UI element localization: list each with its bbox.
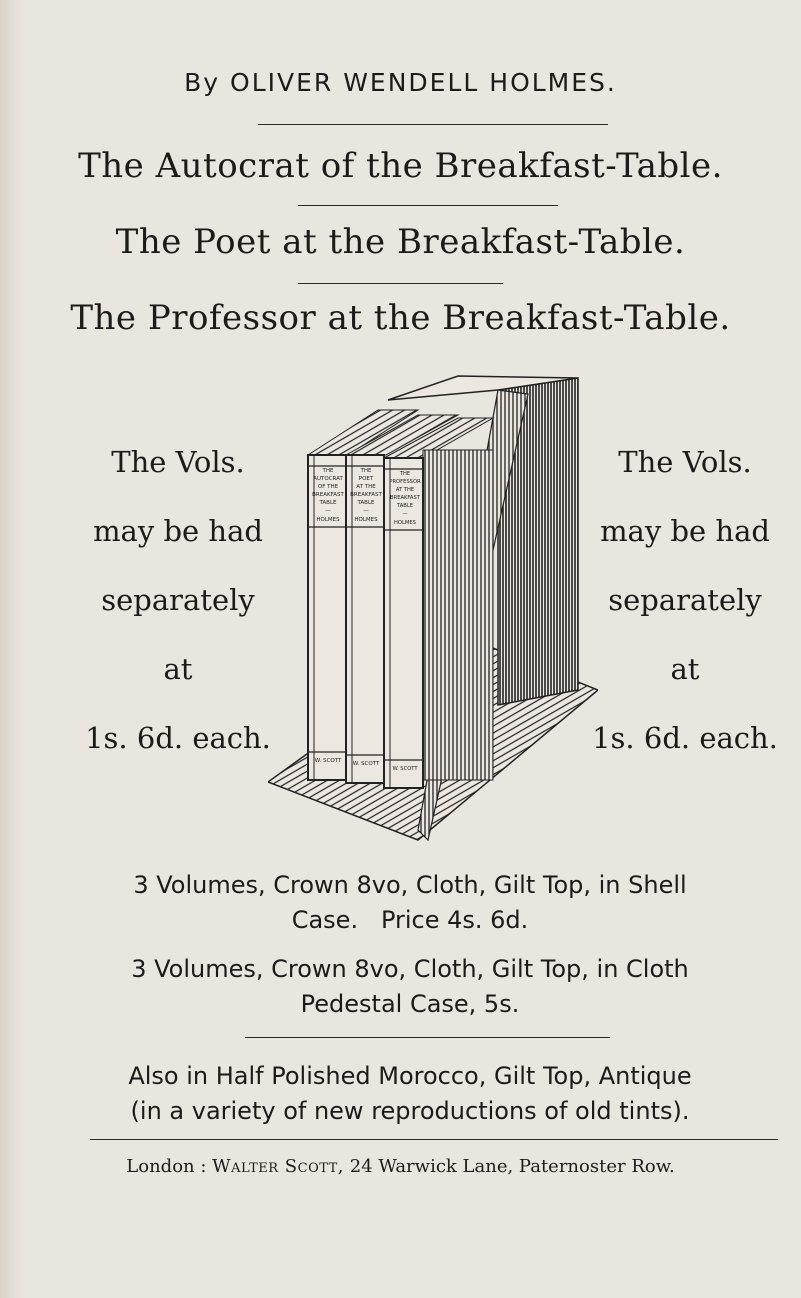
side-note-line: at — [163, 652, 193, 686]
spine-1-line: THE — [322, 468, 334, 474]
side-note-line: at — [670, 652, 700, 686]
spine-1-line: TABLE — [319, 500, 337, 506]
spine-2-line: THE — [360, 468, 372, 474]
spine-3-line: AT THE — [395, 487, 415, 493]
page-edge-shadow — [0, 0, 22, 1298]
description-line: 3 Volumes, Crown 8vo, Cloth, Gilt Top, in Shell — [133, 871, 687, 899]
divider — [258, 124, 608, 125]
description-pedestal-case — [60, 952, 760, 1022]
book-title-poet: The Poet at the Breakfast-Table. — [115, 222, 686, 262]
spine-2-line: POET — [358, 476, 374, 482]
spine-2-foot: W. SCOTT — [352, 761, 380, 767]
side-note-line: 1s. 6d. each. — [592, 721, 778, 755]
description-line: Also in Half Polished Morocco, Gilt Top, Antique — [128, 1062, 692, 1090]
side-note-line: separately — [101, 583, 255, 617]
divider — [245, 1037, 610, 1038]
spine-2-line: BREAKFAST — [350, 492, 382, 498]
book-case-illustration — [268, 370, 598, 850]
description-morocco — [40, 1059, 780, 1129]
description-line: Case. Price 4s. 6d. — [291, 906, 529, 934]
spine-3-line: HOLMES — [394, 520, 416, 526]
description-line: (in a variety of new reproductions of old tints). — [130, 1097, 690, 1125]
spine-1-line: — — [325, 508, 331, 514]
book-title-autocrat: The Autocrat of the Breakfast-Table. — [78, 146, 723, 186]
side-note-line: The Vols. — [111, 445, 245, 479]
side-note-right — [585, 428, 785, 773]
description-shell-case — [60, 868, 760, 938]
imprint-publisher: Walter Scott, — [212, 1156, 345, 1177]
spine-2-line: — — [363, 508, 369, 514]
description-line: 3 Volumes, Crown 8vo, Cloth, Gilt Top, in Cloth — [131, 955, 689, 983]
spine-3-line: TABLE — [396, 503, 414, 509]
divider — [298, 205, 558, 206]
spine-1-line: AUTOCRAT — [313, 476, 343, 482]
spine-2-line: TABLE — [357, 500, 375, 506]
imprint-city: London : — [126, 1156, 207, 1177]
author-heading: By OLIVER WENDELL HOLMES. — [184, 68, 617, 97]
spine-3-foot: W. SCOTT — [392, 766, 418, 772]
side-note-left — [78, 428, 278, 773]
spine-3-line: THE — [399, 471, 411, 477]
description-line: Pedestal Case, 5s. — [300, 990, 520, 1018]
divider — [90, 1139, 778, 1140]
side-note-line: 1s. 6d. each. — [85, 721, 271, 755]
side-note-line: may be had — [93, 514, 263, 548]
spine-3-line: PROFESSOR — [389, 479, 421, 485]
spine-1-line: OF THE — [317, 484, 339, 490]
book-title-professor: The Professor at the Breakfast-Table. — [70, 298, 731, 338]
spine-1-line: HOLMES — [316, 517, 340, 523]
spine-2-line: AT THE — [356, 484, 376, 490]
publisher-imprint — [0, 1156, 801, 1177]
spine-3-line: — — [402, 511, 408, 517]
spine-1-line: BREAKFAST — [312, 492, 344, 498]
divider — [298, 283, 503, 284]
spine-1-foot: W. SCOTT — [314, 758, 342, 764]
side-note-line: may be had — [600, 514, 770, 548]
spine-2-line: HOLMES — [354, 517, 378, 523]
spine-3-line: BREAKFAST — [390, 495, 420, 501]
side-note-line: The Vols. — [618, 445, 752, 479]
side-note-line: separately — [608, 583, 762, 617]
imprint-address: 24 Warwick Lane, Paternoster Row. — [349, 1156, 675, 1177]
